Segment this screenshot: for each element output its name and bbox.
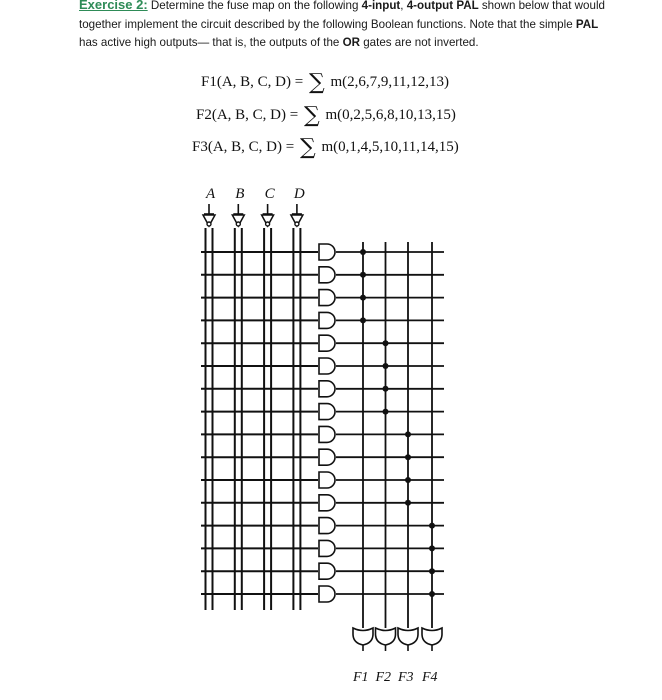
connection-dot [383,340,389,346]
or-gate-3 [398,628,418,645]
and-gate-6 [319,358,335,374]
buffer-triangle [291,215,303,226]
function-rhs: m(2,6,7,9,11,12,13) [330,74,450,90]
function-lhs: F3(A, B, C, D) = [192,139,295,155]
and-gate-5 [319,335,335,351]
and-gate-15 [319,563,335,579]
buffer-triangle [203,215,215,226]
function-lhs: F2(A, B, C, D) = [196,107,299,123]
exercise-text [79,0,619,53]
function-lhs: F1(A, B, C, D) = [201,74,304,90]
sigma-symbol: ∑ [308,70,325,95]
and-gate-12 [319,495,335,511]
function-rhs: m(0,2,5,6,8,10,13,15) [325,107,456,123]
inverter-bubble [207,222,211,226]
or-gate-1 [353,628,373,645]
and-gate-3 [319,290,335,306]
connection-dot [405,454,411,460]
connection-dot [383,409,389,415]
input-label-a: A [206,186,216,202]
and-gate-2 [319,267,335,283]
connection-dot [405,500,411,506]
and-gates [319,244,335,602]
connection-dot [405,431,411,437]
and-gate-10 [319,449,335,465]
output-label-f3: F3 [398,670,414,685]
output-or-gates [352,628,442,685]
and-gate-1 [319,244,335,260]
input-label-c: C [264,186,275,202]
output-label-f1: F1 [353,670,369,685]
connection-dot [429,523,435,529]
and-array-grid [201,228,318,610]
function-f2 [196,100,456,128]
and-gate-4 [319,312,335,328]
and-gate-14 [319,540,335,556]
exercise-text-part: has active high outputs— that is, the outputs of the [79,36,343,49]
sigma-symbol: ∑ [303,103,320,128]
function-f1 [201,67,450,95]
connection-dot [360,249,366,255]
buffer-triangle [262,215,274,226]
pal-term: PAL [456,0,479,12]
inverter-bubble [236,222,240,226]
exercise-text-part: Determine the fuse map on the following [147,0,362,12]
and-gate-13 [319,518,335,534]
exercise-text-part: gates are not inverted. [360,36,479,49]
inverter-bubble [295,222,299,226]
output-label-f4: F4 [422,670,438,685]
and-gate-16 [319,586,335,602]
and-gate-7 [319,381,335,397]
connection-dot [383,386,389,392]
connection-dot [360,295,366,301]
input-label-b: B [235,186,245,202]
connection-dot [383,363,389,369]
and-gate-8 [319,404,335,420]
or-term: OR [342,36,360,49]
and-gate-11 [319,472,335,488]
connection-dot [360,272,366,278]
exercise-text-part: , [400,0,407,12]
input-buffers [203,186,305,226]
function-rhs: m(0,1,4,5,10,11,14,15) [321,139,459,155]
exercise-text-part: shown below that would together implement the circuit described by the following Boolean functions. Note that the simple [79,0,605,31]
connection-dot [429,545,435,551]
output-label-f2: F2 [375,670,392,685]
connection-dot [360,317,366,323]
exercise-label: Exercise 2: [79,0,148,12]
inputs-count: 4-input [361,0,401,12]
outputs-count: 4-output [406,0,454,12]
and-gate-9 [319,426,335,442]
or-gate-4 [422,628,442,645]
inverter-bubble [266,222,270,226]
function-f3 [192,132,459,160]
connection-dot [429,591,435,597]
connection-dot [429,568,435,574]
pal-term: PAL [575,17,599,31]
input-label-d: D [293,186,305,202]
or-gate-2 [376,628,396,645]
sigma-symbol: ∑ [299,135,316,160]
or-array [336,242,444,628]
connection-dot [405,477,411,483]
buffer-triangle [232,215,244,226]
